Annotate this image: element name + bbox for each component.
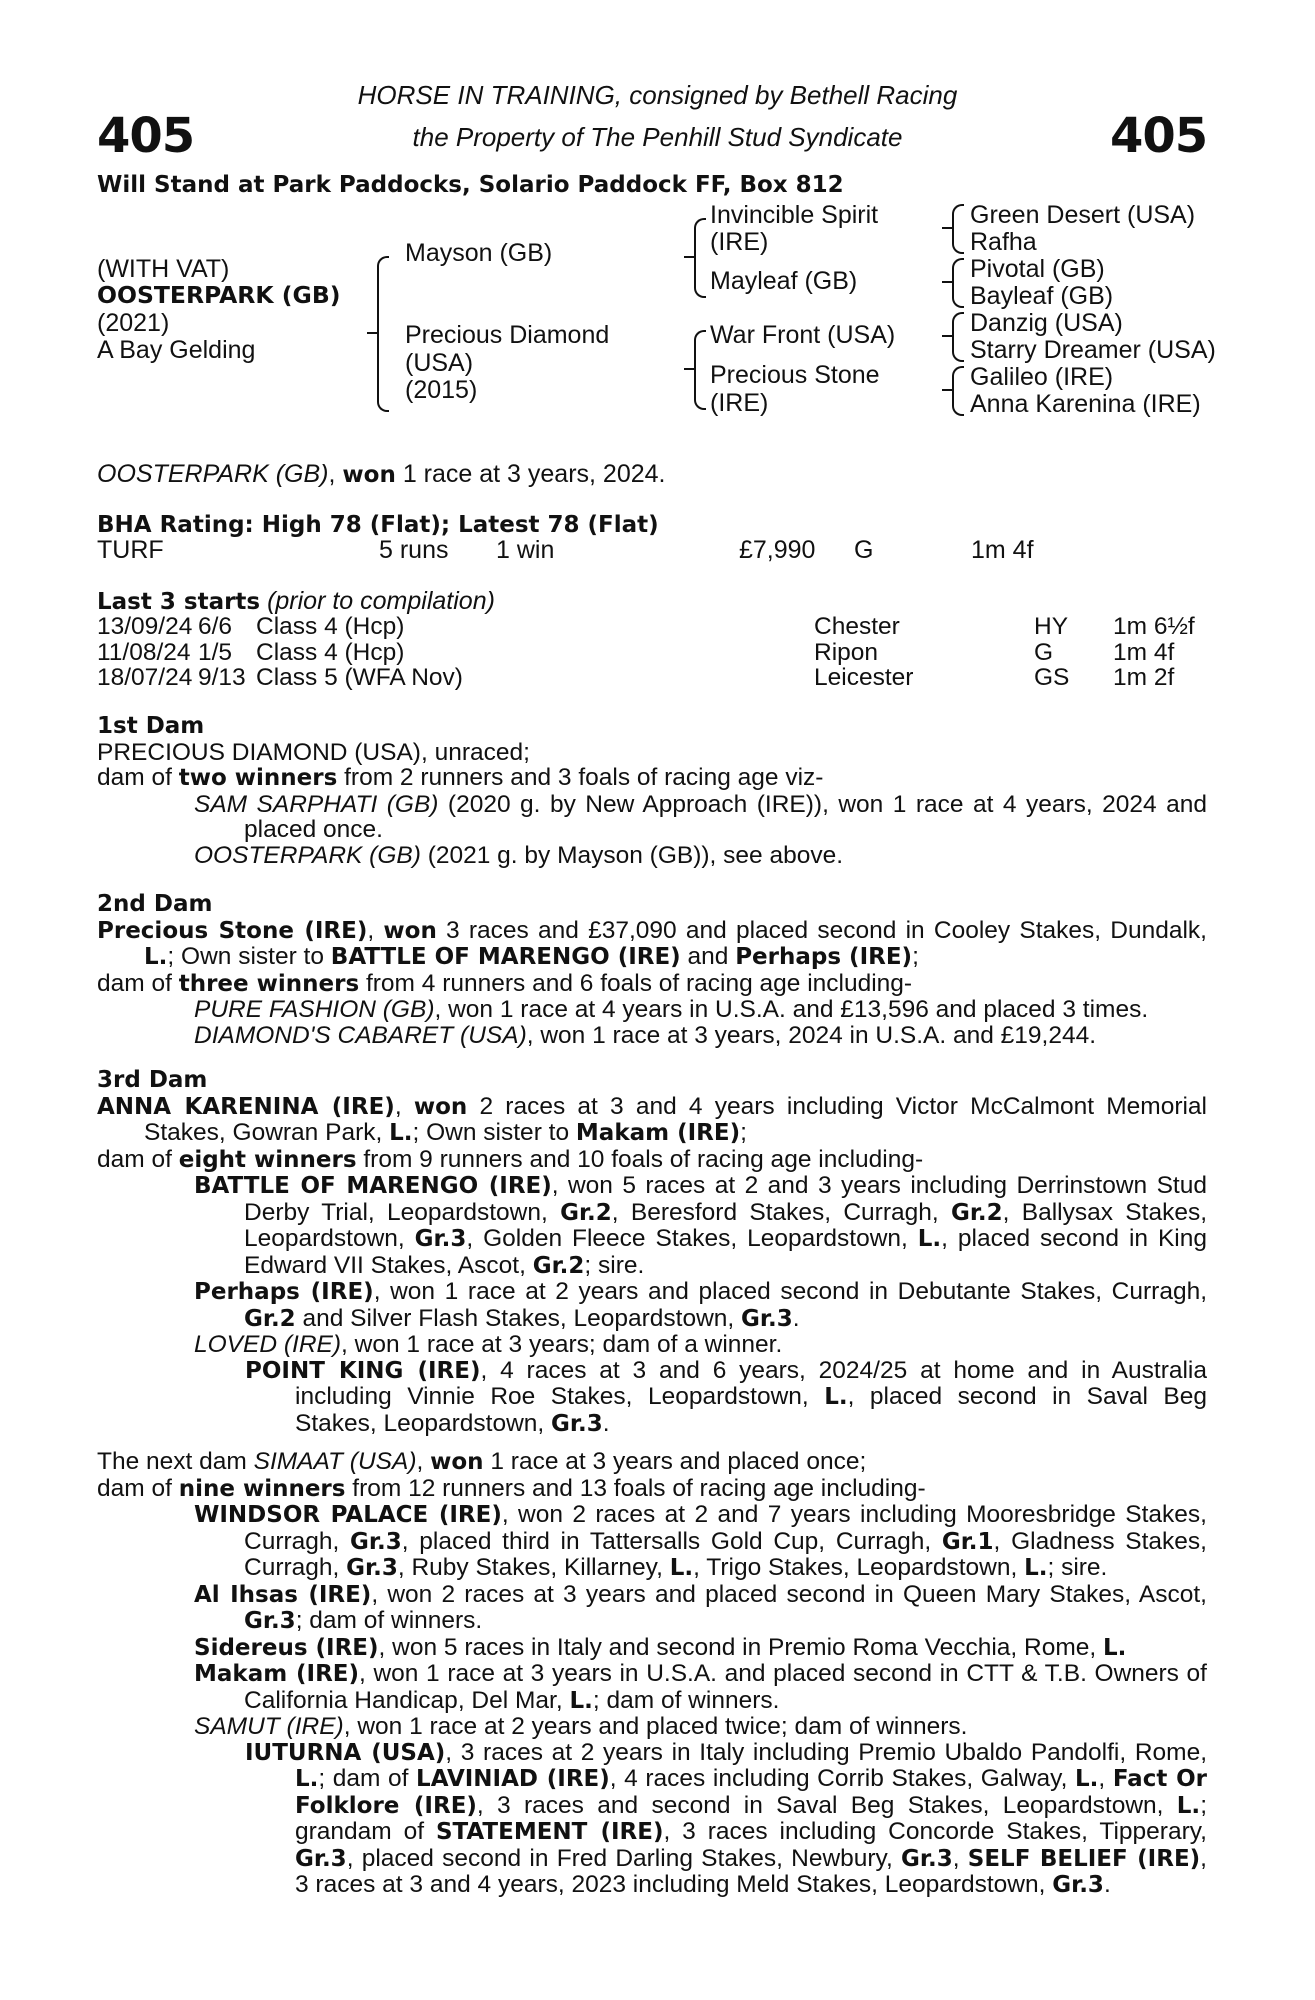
lot-number-right: 405	[1110, 108, 1208, 164]
sire-sire-line-2: (IRE)	[710, 228, 769, 256]
ancestor-dds: Galileo (IRE)	[970, 363, 1114, 391]
ancestor-ddd: Anna Karenina (IRE)	[970, 390, 1201, 418]
next-dam-progeny-samut: SAMUT (IRE), won 1 race at 2 years and placed twice; dam of winners.	[194, 1713, 968, 1740]
first-dam-heading: 1st Dam	[97, 713, 205, 739]
third-dam-section	[97, 1068, 1207, 1437]
rating-going: G	[854, 536, 874, 564]
consignment-line: HORSE IN TRAINING, consigned by Bethell Racing	[357, 80, 958, 110]
dam-line-2: (USA)	[405, 349, 474, 377]
vat-note: (WITH VAT)	[97, 255, 230, 283]
start-row	[97, 665, 1203, 691]
start-date: 13/09/24	[97, 613, 193, 640]
rating-surface: TURF	[97, 536, 164, 564]
first-dam-produce: dam of two winners from 2 runners and 3 foals of racing age viz-	[97, 764, 824, 791]
sire-sire-line-1: Invincible Spirit	[710, 201, 879, 229]
dam-line-3: (2015)	[405, 376, 478, 404]
stand-location: Will Stand at Park Paddocks, Solario Paddock FF, Box 812	[97, 172, 844, 198]
next-dam-progeny-al-ihsas: Al Ihsas (IRE), won 2 races at 3 years and placed second in Queen Mary Stakes, Ascot, Gr.3; dam of winners.	[194, 1580, 1207, 1634]
ancestor-dss: Danzig (USA)	[970, 309, 1123, 337]
second-dam-progeny-1: PURE FASHION (GB), won 1 race at 4 years in U.S.A. and £13,596 and placed 3 times.	[194, 996, 1149, 1023]
property-line: the Property of The Penhill Stud Syndicate	[412, 122, 903, 152]
second-dam-produce: dam of three winners from 4 runners and 6 foals of racing age including-	[97, 969, 913, 997]
next-dam-progeny-windsor-palace: WINDSOR PALACE (IRE), won 2 races at 2 and 7 years including Mooresbridge Stakes, Curragh, Gr.3, placed third in Tattersalls Gold Cup, Curragh, Gr.1, Gladness Stakes, Curragh, Gr.3, Ruby Stakes, Killarney, L., Trigo Stakes, Leopardstown, L.; sire.	[194, 1501, 1207, 1581]
third-dam-progeny-loved: LOVED (IRE), won 1 race at 3 years; dam of a winner.	[194, 1331, 783, 1358]
next-dam-produce: dam of nine winners from 12 runners and 13 foals of racing age including-	[97, 1474, 926, 1502]
start-course: Chester	[814, 613, 900, 640]
start-dist: 1m 2f	[1113, 664, 1175, 691]
horse-name: OOSTERPARK (GB)	[97, 281, 341, 309]
pedigree-brace-3b	[952, 258, 964, 308]
start-going: HY	[1034, 613, 1069, 640]
third-dam-produce: dam of eight winners from 9 runners and 10 foals of racing age including-	[97, 1145, 924, 1173]
start-dist: 1m 4f	[1113, 638, 1175, 666]
sire-dam: Mayleaf (GB)	[710, 267, 858, 295]
start-class: Class 4 (Hcp)	[256, 613, 405, 640]
rating-wins: 1 win	[496, 536, 555, 564]
ancestor-dsd: Starry Dreamer (USA)	[970, 336, 1216, 364]
bha-rating-heading: BHA Rating: High 78 (Flat); Latest 78 (Flat)	[97, 512, 659, 538]
dam-dam-line-1: Precious Stone	[710, 361, 880, 389]
rating-distance: 1m 4f	[971, 536, 1034, 564]
dam-dam-line-2: (IRE)	[710, 389, 769, 417]
start-date: 18/07/24	[97, 664, 193, 691]
start-going: GS	[1034, 664, 1070, 691]
start-row	[97, 614, 1203, 640]
rating-prize: £7,990	[739, 536, 816, 564]
horse-description: A Bay Gelding	[97, 336, 256, 364]
next-dam-progeny-sidereus: Sidereus (IRE), won 5 races in Italy and second in Premio Roma Vecchia, Rome, L.	[194, 1633, 1127, 1661]
rating-runs: 5 runs	[379, 536, 449, 564]
sire: Mayson (GB)	[405, 239, 553, 267]
last-starts-table	[97, 614, 1203, 691]
race-summary: OOSTERPARK (GB), won 1 race at 3 years, 2024.	[97, 460, 666, 488]
dam-sire: War Front (USA)	[710, 321, 896, 349]
start-date: 11/08/24	[97, 638, 191, 666]
next-dam-section	[97, 1449, 1207, 1899]
second-dam-section	[97, 892, 1207, 1048]
start-going: G	[1034, 638, 1054, 666]
start-class: Class 5 (WFA Nov)	[256, 664, 463, 691]
pedigree-brace-dam	[694, 330, 706, 410]
third-dam-progeny-perhaps: Perhaps (IRE), won 1 race at 2 years and placed second in Debutante Stakes, Curragh, Gr.2 and Silver Flash Stakes, Leopardstown, Gr.3.	[194, 1278, 1208, 1332]
next-dam-record: The next dam SIMAAT (USA), won 1 race at 3 years and placed once;	[97, 1448, 867, 1475]
start-course: Ripon	[814, 638, 879, 666]
pedigree-brace-3d	[952, 366, 964, 416]
start-pos: 6/6	[198, 613, 233, 640]
third-dam-record: ANNA KARENINA (IRE), won 2 races at 3 and 4 years including Victor McCalmont Memorial Stakes, Gowran Park, L.; Own sister to Makam (IRE);	[97, 1092, 1207, 1146]
ancestor-sds: Pivotal (GB)	[970, 255, 1105, 283]
third-dam-progeny-battle-of-marengo: BATTLE OF MARENGO (IRE), won 5 races at 2 and 3 years including Derrinstown Stud Derby Trial, Leopardstown, Gr.2, Beresford Stakes, Curragh, Gr.2, Ballysax Stakes, Leopardstown, Gr.3, Golden Fleece Stakes, Leopardstown, L., placed second in King Edward VII Stakes, Ascot, Gr.2; sire.	[194, 1172, 1208, 1279]
ancestor-sdd: Bayleaf (GB)	[970, 282, 1114, 310]
ancestor-ssd: Rafha	[970, 228, 1037, 256]
start-course: Leicester	[814, 664, 914, 691]
start-row	[97, 640, 1203, 666]
ancestor-sss: Green Desert (USA)	[970, 201, 1196, 229]
pedigree-brace-1	[377, 256, 389, 412]
first-dam-progeny-2: OOSTERPARK (GB) (2021 g. by Mayson (GB)), see above.	[194, 841, 844, 869]
last-starts-heading: Last 3 starts (prior to compilation)	[97, 587, 495, 615]
first-dam-section	[97, 714, 1207, 868]
start-class: Class 4 (Hcp)	[256, 638, 405, 666]
pedigree-brace-3a	[952, 204, 964, 254]
second-dam-record: Precious Stone (IRE), won 3 races and £37,090 and placed second in Cooley Stakes, Dundalk, L.; Own sister to BATTLE OF MARENGO (IRE) and Perhaps (IRE);	[97, 916, 1207, 970]
first-dam-line: PRECIOUS DIAMOND (USA), unraced;	[97, 738, 530, 766]
horse-year: (2021)	[97, 309, 170, 337]
next-dam-grandprogeny-iuturna: IUTURNA (USA), 3 races at 2 years in Italy including Premio Ubaldo Pandolfi, Rome, L.; dam of LAVINIAD (IRE), 4 races including Corrib Stakes, Galway, L., Fact Or Folklore (IRE), 3 races and second in Saval Beg Stakes, Leopardstown, L.; grandam of STATEMENT (IRE), 3 races including Concorde Stakes, Tipperary, Gr.3, placed second in Fred Darling Stakes, Newbury, Gr.3, SELF BELIEF (IRE), 3 races at 3 and 4 years, 2023 including Meld Stakes, Leopardstown, Gr.3.	[245, 1738, 1208, 1898]
start-dist: 1m 6½f	[1113, 613, 1195, 640]
lot-number-left: 405	[97, 108, 195, 164]
start-pos: 9/13	[198, 664, 246, 691]
next-dam-progeny-makam: Makam (IRE), won 1 race at 3 years in U.S.A. and placed second in CTT & T.B. Owners of California Handicap, Del Mar, L.; dam of winners.	[194, 1660, 1207, 1714]
second-dam-progeny-2: DIAMOND'S CABARET (USA), won 1 race at 3 years, 2024 in U.S.A. and £19,244.	[194, 1021, 1097, 1049]
second-dam-heading: 2nd Dam	[97, 891, 213, 917]
pedigree-brace-3c	[952, 312, 964, 362]
first-dam-progeny-1: SAM SARPHATI (GB) (2020 g. by New Approach (IRE)), won 1 race at 4 years, 2024 and placed once.	[194, 790, 1207, 843]
third-dam-heading: 3rd Dam	[97, 1067, 208, 1093]
pedigree-brace-sire	[694, 218, 706, 298]
dam-line-1: Precious Diamond	[405, 321, 610, 349]
third-dam-grandprogeny-point-king: POINT KING (IRE), 4 races at 3 and 6 years, 2024/25 at home and in Australia including Vinnie Roe Stakes, Leopardstown, L., placed second in Saval Beg Stakes, Leopardstown, Gr.3.	[245, 1356, 1207, 1437]
start-pos: 1/5	[198, 638, 233, 666]
